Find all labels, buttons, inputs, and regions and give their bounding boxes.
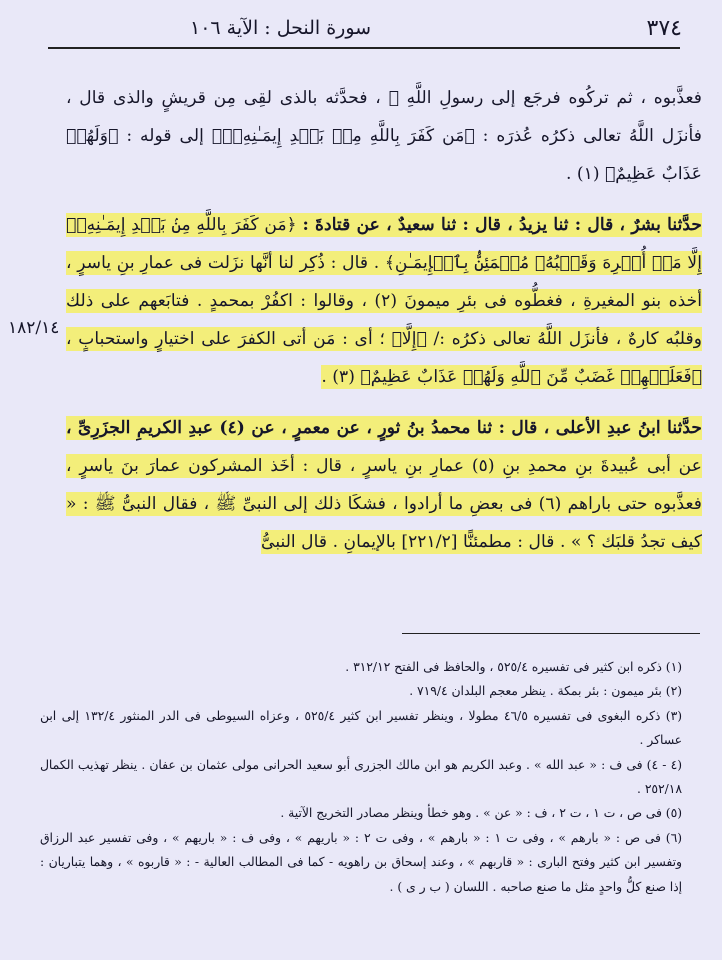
paragraph-gap — [66, 396, 702, 410]
paragraph-1-text: فعذَّبوه ، ثم تركُوه فرجَع إلى رسولِ اللَّهِ ﷺ ، فحدَّثه بالذى لقِى مِن قريشٍ والذى قال ، فأنزَل اللَّهُ تعالى ذكرُه عُذرَه : ﴿مَن كَفَرَ بِاللَّهِ مِنۢ بَعۡدِ إِيمَـٰنِهِۦٓ﴾ إلى قوله : ﴿وَلَهُمۡ عَذَابٌ عَظِيمٌ﴾ (١) . — [66, 88, 702, 184]
paragraph-2-text: ﴿مَن كَفَرَ بِاللَّهِ مِنۢ بَعۡدِ إِيمَـٰنِهِۦٓ إِلَّا مَنۡ أُكۡرِهَ وَقَلۡبُهُۥ مُطۡمَئِنُّۢ بِٱلۡإِيمَـٰنِ﴾ . قال : ذُكِر لنا أنَّها نزَلت فى عمارِ بنِ ياسرٍ ، أخذه بنو المغيرةِ ، فغطُّوه فى بئرِ ميمونَ (٢) ، وقالوا : اكفُرْ بمحمدٍ . فتابَعهم على ذلك وقلبُه كارهٌ ، فأنزَل اللَّهُ تعالى ذكرُه :/ ﴿إِلَّا﴾ ؛ أى : مَن أتى الكفرَ على اختيارٍ واستحبابٍ ، ﴿فَعَلَيۡهِمۡ غَضَبٌ مِّنَ ٱللَّهِ وَلَهُمۡ عَذَابٌ عَظِيمٌ﴾ (٣) . — [66, 215, 703, 387]
paragraph-gap — [66, 193, 702, 207]
main-text — [66, 80, 702, 562]
footnote-divider — [402, 633, 700, 634]
margin-reference: ١٨٢/١٤ — [8, 318, 60, 338]
footnote: (٢) بئر ميمون : بئر بمكة . ينظر معجم البلدان ٧١٩/٤ . — [409, 684, 682, 699]
footnote: (٤ - ٤) فى ف : « عبد الله » . وعبد الكريم هو ابن مالك الجزرى أبو سعيد الحرانى مولى عثمان بن عفان . ينظر تهذيب الكمال ٢٥٢/١٨ . — [40, 757, 682, 797]
footnote: (٦) فى ص : « بارهم » ، وفى ت ١ : « بارهم » ، وفى ت ٢ : « باريهم » ، وفى ف : « باريهم » ، وفى تفسير عبد الرزاق وتفسير ابن كثير وفتح البارى : « قاربهم » ، وعند إسحاق بن راهويه - كما فى المطالب العالية - : « قاربوه » ، وهما يتباريان : إذا صنع كلُّ واحدٍ مثل ما صنع صاحبه . اللسان ( ب ر ى ) . — [40, 830, 682, 894]
paragraph-1 — [66, 80, 702, 193]
page-header — [40, 10, 682, 46]
paragraph-3-text: عن أبى عُبيدةَ بنِ محمدِ بنِ (٥) عمارِ بنِ ياسرٍ ، قال : أخَذ المشركون عمارَ بنَ ياسرٍ ، فعذَّبوه حتى باراهم (٦) فى بعضِ ما أرادوا ، فشكَا ذلك إلى النبىِّ ﷺ ، فقال النبىُّ ﷺ : « كيف تجدُ قلبَك ؟ » . قال : مطمئنًّا [٢٢١/٢] بالإيمانِ . قال النبىُّ — [66, 456, 702, 552]
footnote: (١) ذكره ابن كثير فى تفسيره ٥٢٥/٤ ، والحافظ فى الفتح ٣١٢/١٢ . — [345, 660, 682, 674]
highlighted-passage-1 — [66, 213, 702, 388]
paragraph-3 — [66, 410, 702, 561]
footnote: (٥) فى ص ، ت ١ ، ت ٢ ، ف : « عن » . وهو خطأ وينظر مصادر التخريج الآتية . — [280, 806, 682, 821]
surah-title: سورة النحل : الآية ١٠٦ — [190, 17, 372, 39]
header-divider — [48, 47, 680, 49]
highlighted-passage-2 — [66, 416, 702, 553]
footnote: (٣) ذكره البغوى فى تفسيره ٤٦/٥ مطولا ، وينظر تفسير ابن كثير ٥٢٥/٤ ، وعزاه السيوطى فى الدر المنثور ١٣٢/٤ إلى ابن عساكر . — [40, 708, 682, 748]
page-number: ٣٧٤ — [646, 15, 682, 41]
isnad-lead-2: حدَّثنا ابنُ عبدِ الأعلى ، قال : ثنا محمدُ بنُ ثورٍ ، عن معمرٍ ، عن (٤) عبدِ الكريمِ الجزَرِىِّ ، — [66, 418, 702, 439]
paragraph-2 — [66, 207, 702, 396]
isnad-lead-1: حدَّثنا بشرٌ ، قال : ثنا يزيدُ ، قال : ثنا سعيدٌ ، عن قتادةَ : — [302, 215, 703, 236]
footnotes — [40, 655, 682, 899]
